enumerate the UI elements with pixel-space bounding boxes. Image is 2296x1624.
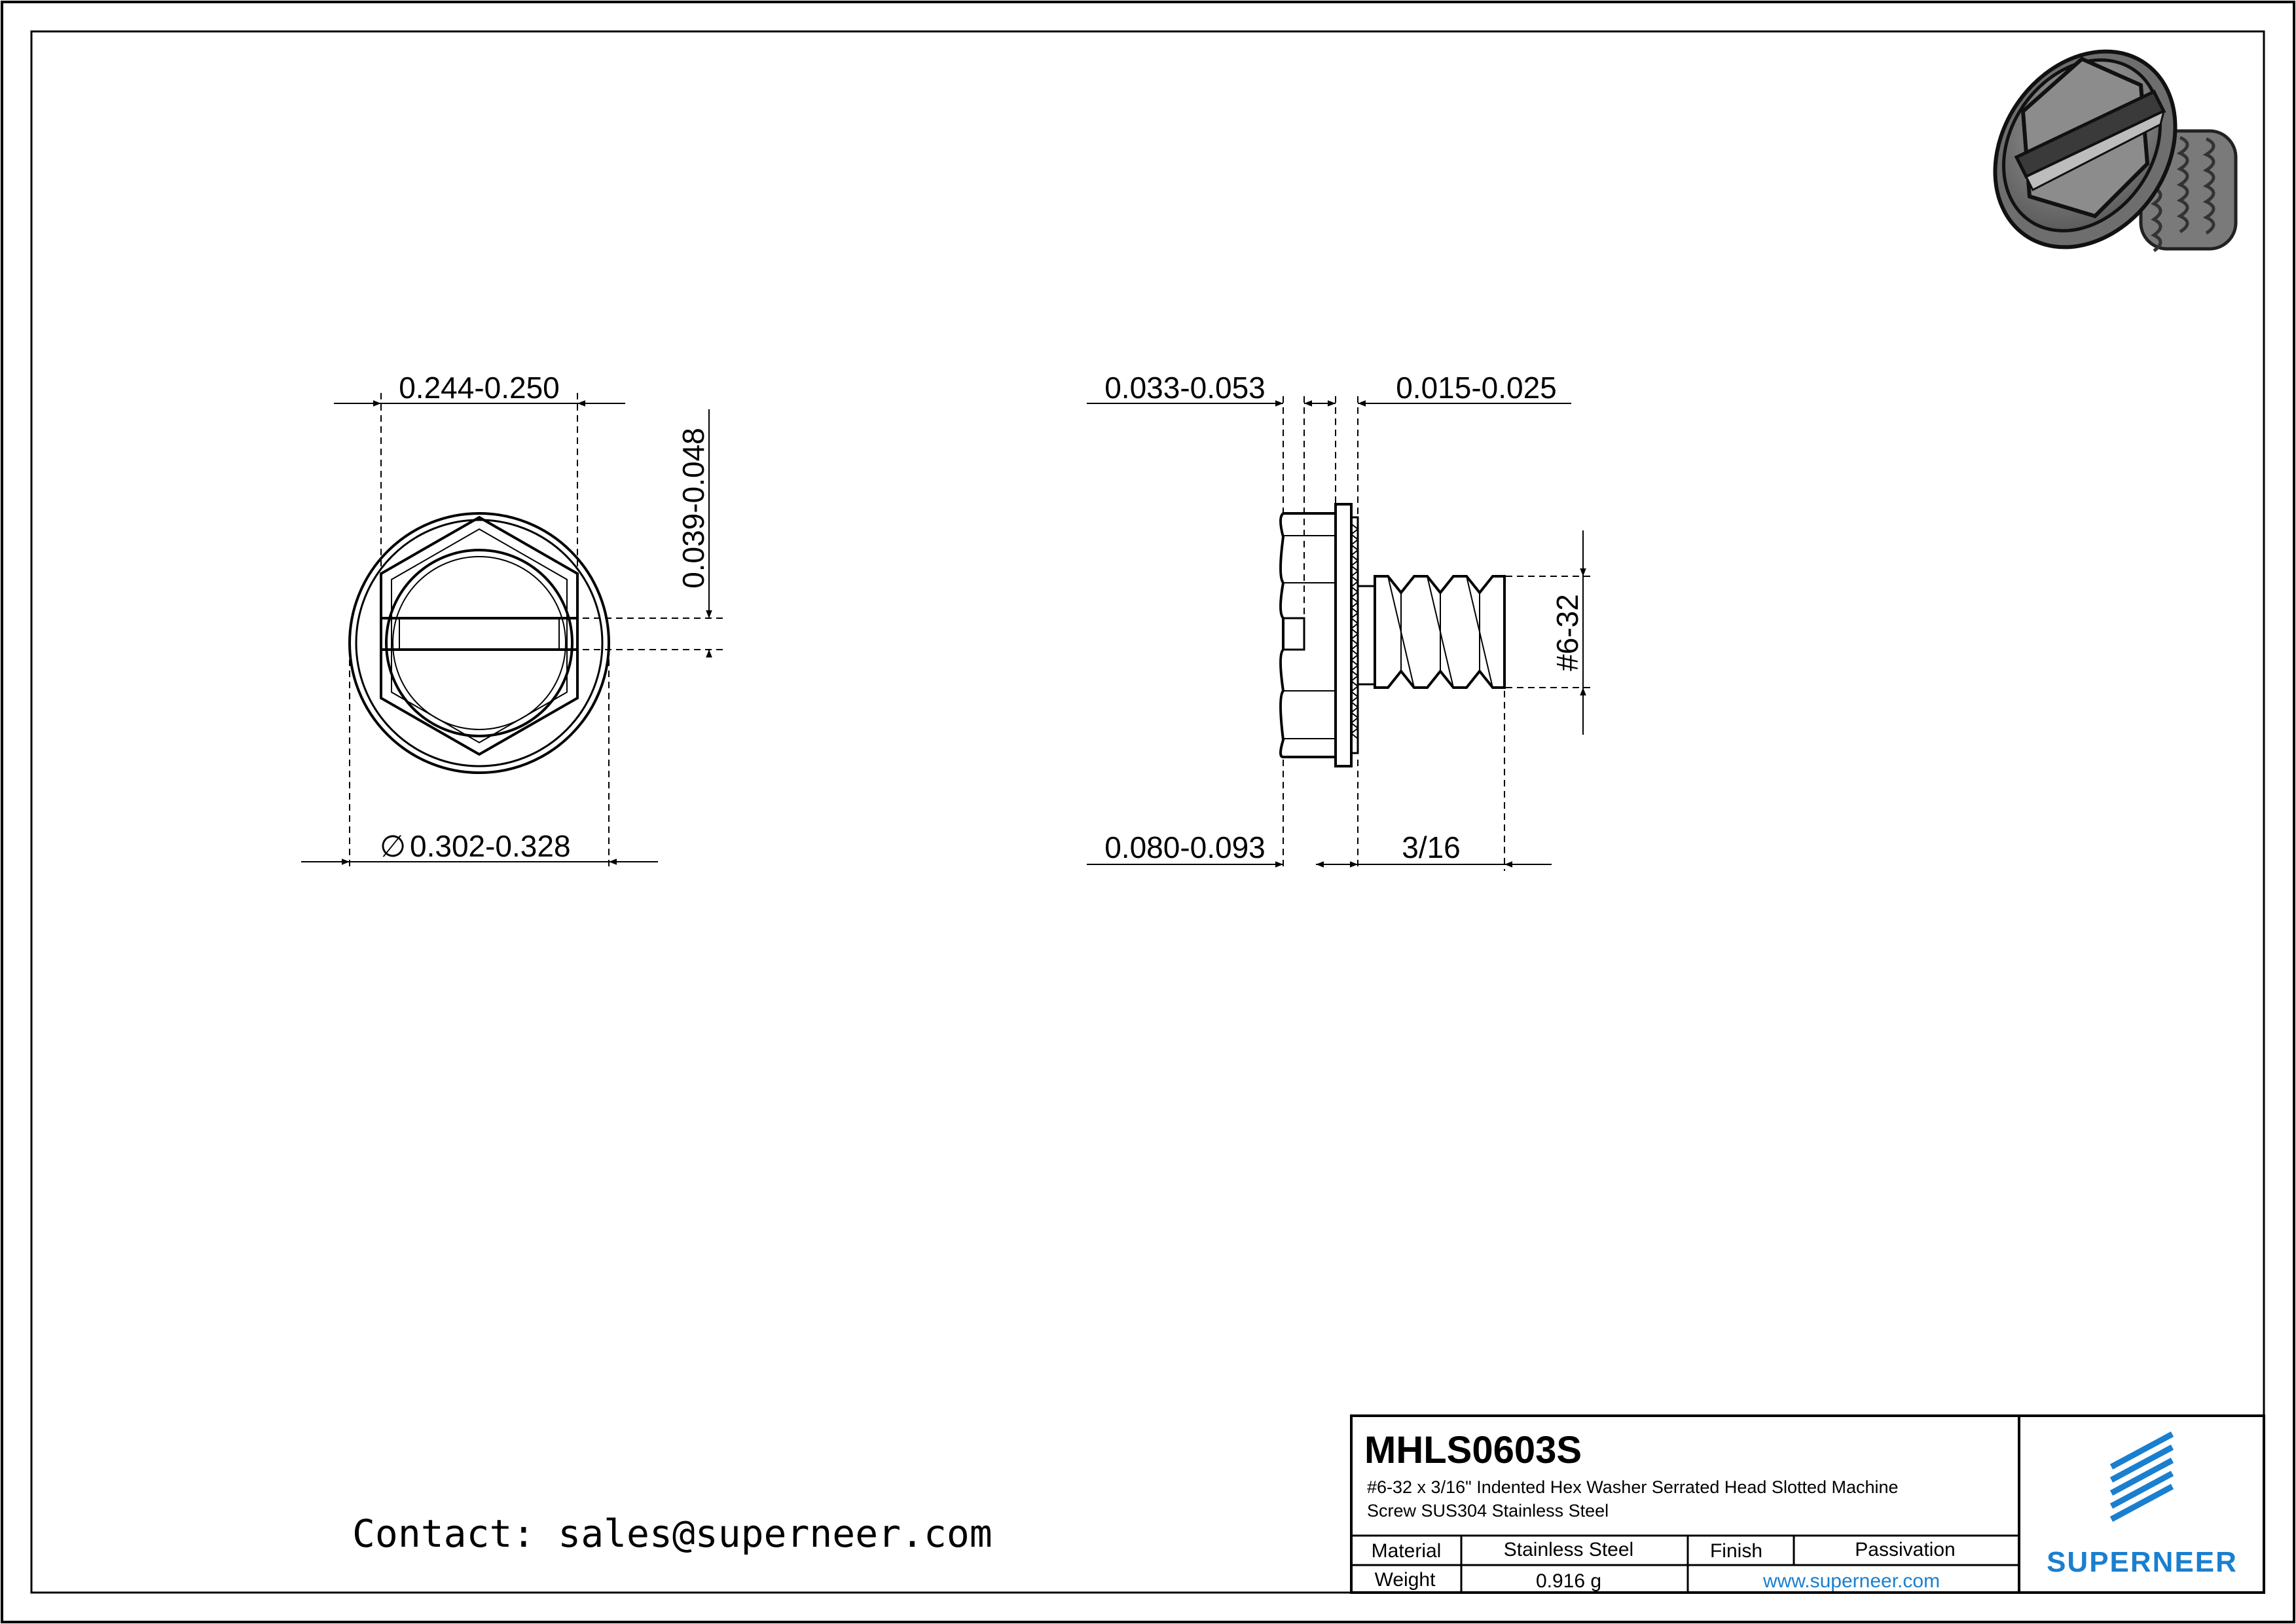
- dim-head-height: 0.080-0.093: [1104, 830, 1266, 864]
- finish-value: Passivation: [1855, 1539, 1956, 1560]
- title-block: [1351, 1416, 2264, 1593]
- superneer-logo-icon: [2111, 1434, 2172, 1519]
- part-number: MHLS0603S: [1364, 1429, 1582, 1471]
- website-link[interactable]: www.superneer.com: [1762, 1570, 1941, 1592]
- weight-value: 0.916 g: [1535, 1570, 1602, 1592]
- brand-name: SUPERNEER: [2047, 1546, 2238, 1578]
- inner-border: [31, 31, 2264, 1593]
- front-view: [350, 513, 609, 773]
- dim-hex-width: 0.244-0.250: [399, 371, 560, 405]
- finish-label: Finish: [1709, 1540, 1763, 1562]
- dim-slot-depth: 0.033-0.053: [1104, 371, 1266, 405]
- dim-washer-thickness: 0.015-0.025: [1396, 371, 1557, 405]
- screw-3d-icon: [1958, 16, 2236, 282]
- dim-washer-diameter: 0.302-0.328: [410, 829, 571, 863]
- description-line-1: #6-32 x 3/16" Indented Hex Washer Serrated Head Slotted Machine: [1367, 1477, 1899, 1497]
- dim-diameter-symbol: ∅: [379, 829, 407, 863]
- dim-thread-size: #6-32: [1550, 594, 1584, 671]
- material-label: Material: [1371, 1540, 1442, 1562]
- outer-border: [2, 2, 2294, 1622]
- front-dimensions: [301, 371, 723, 871]
- weight-label: Weight: [1374, 1569, 1436, 1591]
- dim-length: 3/16: [1402, 830, 1461, 864]
- contact-email: Contact: sales@superneer.com: [352, 1511, 993, 1556]
- material-value: Stainless Steel: [1503, 1539, 1634, 1560]
- description-line-2: Screw SUS304 Stainless Steel: [1367, 1501, 1609, 1521]
- side-dimensions: [1087, 371, 1591, 871]
- dim-slot-width: 0.039-0.048: [676, 428, 710, 589]
- side-view: [1281, 504, 1504, 766]
